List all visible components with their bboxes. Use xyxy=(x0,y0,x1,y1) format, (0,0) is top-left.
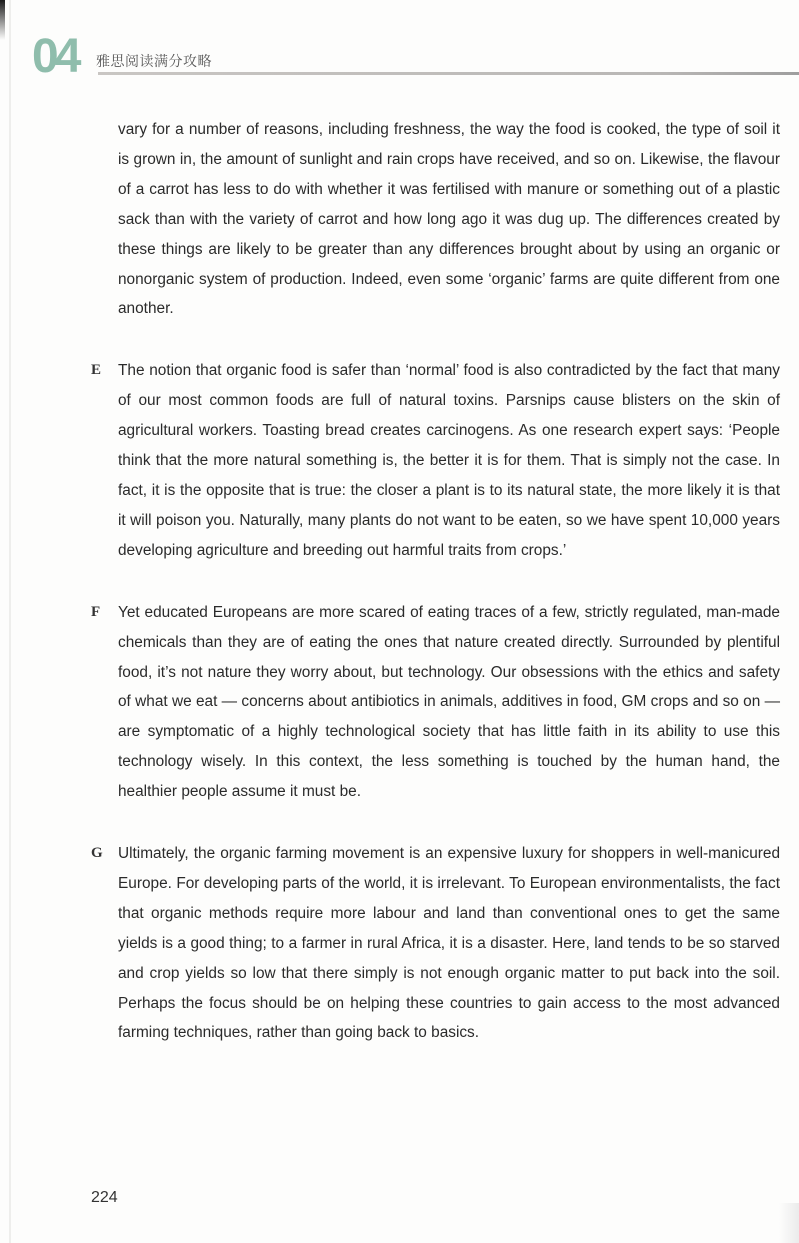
page-binding-shadow xyxy=(0,0,5,40)
page-corner xyxy=(779,1203,799,1243)
paragraph-text: Ultimately, the organic farming movement is an expensive luxury for shoppers in well-manicured Europe. For developing parts of the world, it is irrelevant. To European environmentalists, the fact that organic methods require more labour and land than conventional ones to get the same yields is a good thing; to a farmer in rural Africa, it is a disaster. Here, land tends to be so starved and crop yields so low that there simply is not enough organic matter to put back into the soil. Perhaps the focus should be on helping these countries to gain access to the most advanced farming techniques, rather than going back to basics. xyxy=(118,845,780,1042)
paragraph-e xyxy=(91,356,780,565)
paragraph-d-continued xyxy=(118,115,780,324)
paragraph-text: The notion that organic food is safer than ‘normal’ food is also contradicted by the fact that many of our most common foods are full of natural toxins. Parsnips cause blisters on the skin of agricultural workers. Toasting bread creates carcinogens. As one research expert says: ‘People think that the more natural something is, the better it is for them. That is simply not the case. In fact, it is the opposite that is true: the closer a plant is to its natural state, the more likely it is that it will poison you. Naturally, many plants do not want to be eaten, so we have spent 10,000 years developing agriculture and breeding out harmful traits from crops.’ xyxy=(118,362,780,559)
page-binding-edge xyxy=(9,0,11,1243)
body-text xyxy=(91,115,780,1080)
running-header xyxy=(32,30,799,83)
paragraph-g xyxy=(91,839,780,1048)
paragraph-text: vary for a number of reasons, including freshness, the way the food is cooked, the type of soil it is grown in, the amount of sunlight and rain crops have received, and so on. Likewise, the flavour of a carrot has less to do with whether it was fertilised with manure or something out of a plastic sack than with the variety of carrot and how long ago it was dug up. The differences created by these things are likely to be greater than any differences brought about by using an organic or nonorganic system of production. Indeed, even some ‘organic’ farms are quite different from one another. xyxy=(118,121,780,318)
paragraph-f xyxy=(91,598,780,807)
paragraph-letter: G xyxy=(91,845,103,862)
chapter-number: 04 xyxy=(32,30,78,83)
header-divider xyxy=(98,72,799,75)
book-title: 雅思阅读满分攻略 xyxy=(96,54,212,70)
paragraph-letter: F xyxy=(91,603,101,620)
page-number: 224 xyxy=(91,1189,118,1206)
paragraph-letter: E xyxy=(91,362,102,379)
paragraph-text: Yet educated Europeans are more scared of eating traces of a few, strictly regulated, man-made chemicals than they are of eating the ones that nature created directly. Surrounded by plentiful food, it’s not nature they worry about, but technology. Our obsessions with the ethics and safety of what we eat — concerns about antibiotics in animals, additives in food, GM crops and so on — are symptomatic of a highly technological society that has little faith in its ability to use this technology wisely. In this context, the less something is touched by the human hand, the healthier people assume it must be. xyxy=(118,603,780,801)
